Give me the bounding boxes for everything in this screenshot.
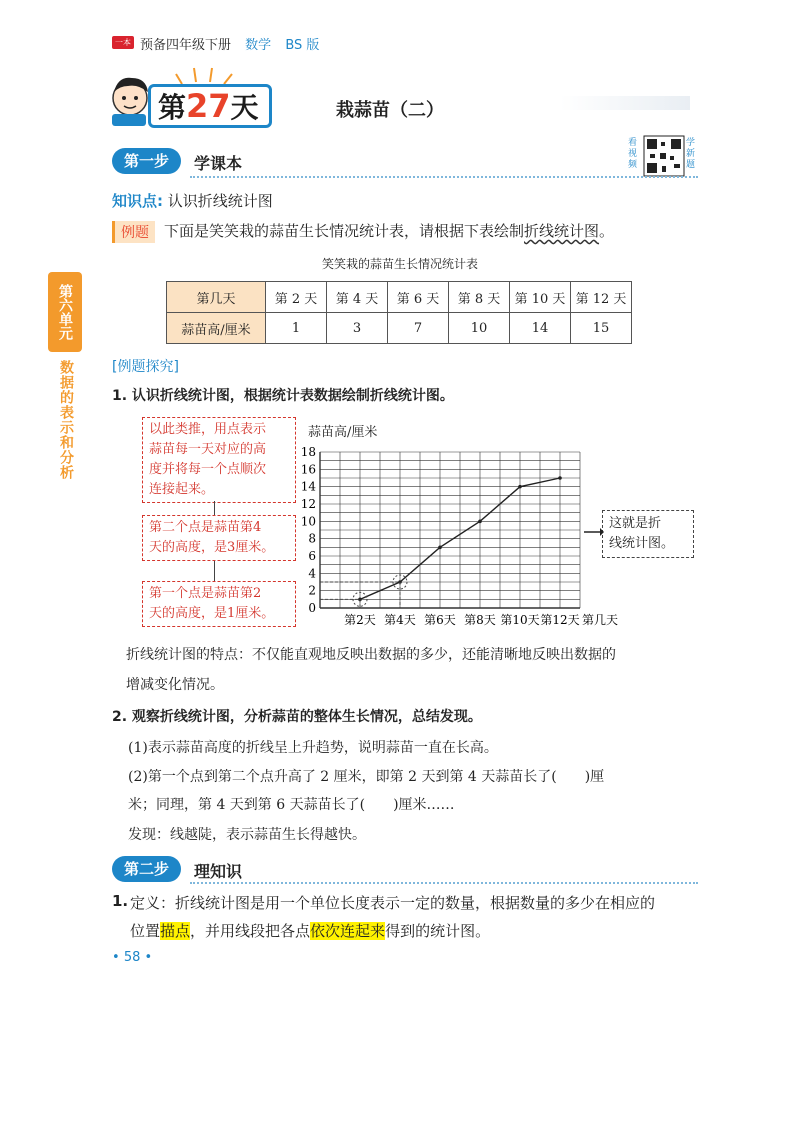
- x-tick-label: 第4天: [384, 613, 416, 627]
- table-cell: 3: [327, 313, 388, 344]
- example-text-end: 。: [599, 222, 615, 240]
- feature-line: 折线统计图的特点：不仅能直观地反映出数据的多少，还能清晰地反映出数据的: [126, 647, 616, 663]
- explore-label: [例题探究]: [112, 359, 179, 375]
- day-number: 27: [186, 87, 231, 125]
- question-2-2b: 米；同理，第 4 天到第 6 天蒜苗长了( )厘米……: [128, 797, 455, 813]
- publisher-logo: 一本: [112, 36, 134, 49]
- table-cell: 第 2 天: [266, 282, 327, 313]
- note-line: 这就是折: [609, 516, 662, 531]
- y-tick-label: 4: [308, 566, 316, 581]
- x-tick-label: 第6天: [424, 613, 456, 627]
- table-cell: 第 6 天: [388, 282, 449, 313]
- knowledge-label: 知识点:: [112, 192, 163, 210]
- note-line: 第一个点是蒜苗第2: [149, 586, 262, 601]
- table-row: [167, 282, 632, 313]
- data-point: [558, 476, 562, 480]
- table-row-header: 蒜苗高/厘米: [167, 313, 266, 344]
- feature-line: 增减变化情况。: [126, 677, 224, 693]
- note-box-top: [142, 417, 296, 503]
- table-title: 笑笑栽的蒜苗生长情况统计表: [321, 257, 478, 271]
- x-tick-label: 第10天: [500, 613, 540, 627]
- data-point: [478, 520, 482, 524]
- x-tick-label: 第2天: [344, 613, 376, 627]
- knowledge-text: 认识折线统计图: [167, 192, 273, 210]
- day-label: [158, 86, 259, 126]
- definition-line-2: [130, 920, 490, 941]
- step2-divider: [190, 882, 698, 884]
- line-chart: [290, 420, 619, 630]
- example-tag: 例题: [112, 221, 155, 243]
- table-cell: 第 10 天: [510, 282, 571, 313]
- note-box-right: [602, 510, 694, 558]
- table-row: [167, 313, 632, 344]
- qr-code-icon[interactable]: [644, 136, 684, 176]
- day-prefix: 第: [158, 91, 187, 124]
- title-decoration: [560, 96, 690, 110]
- data-point: [518, 485, 522, 489]
- x-tick-label: 第几天: [581, 613, 619, 627]
- y-tick-label: 12: [300, 497, 316, 511]
- y-tick-label: 8: [308, 531, 316, 546]
- question-2-1: (1)表示蒜苗高度的折线呈上升趋势，说明蒜苗一直在长高。: [128, 740, 498, 756]
- question-1: 1. 认识折线统计图，根据统计表数据绘制折线统计图。: [112, 388, 454, 404]
- data-point: [438, 546, 442, 550]
- note-box-bot: [142, 581, 296, 627]
- table-cell: 1: [266, 313, 327, 344]
- step1-divider: [190, 176, 698, 178]
- y-tick-label: 2: [308, 583, 316, 598]
- knowledge-point: [112, 190, 273, 211]
- step2-title: 理知识: [194, 862, 243, 881]
- example-text-emphasis: 折线统计图: [524, 222, 600, 240]
- sparkle-lines-icon: [172, 64, 242, 86]
- connector-line: [214, 501, 215, 515]
- def-text: 得到的统计图。: [385, 922, 491, 940]
- step2-pill: 第二步: [112, 856, 181, 882]
- def-text: 位置: [130, 922, 161, 940]
- book-header: [140, 34, 319, 53]
- arrow-right-icon: [584, 526, 604, 538]
- def-text: ，并用线段把各点: [190, 922, 311, 940]
- table-cell: 第 12 天: [571, 282, 632, 313]
- unit-topic: 数据的表示和分析: [58, 360, 74, 480]
- day-suffix: 天: [230, 91, 259, 124]
- note-line: 第二个点是蒜苗第4: [149, 520, 262, 535]
- chart-x-ticks: [344, 613, 618, 627]
- def-highlight: 依次连起来: [310, 922, 386, 940]
- feature-text: [126, 640, 706, 700]
- note-line: 度并将每一个点顺次: [149, 462, 267, 477]
- finding-text: 发现：线越陡，表示蒜苗生长得越快。: [128, 827, 366, 843]
- chart-y-ticks: [301, 445, 317, 615]
- qr-right-label: 学新题: [686, 138, 696, 170]
- definition-number: 1.: [112, 892, 129, 910]
- y-tick-label: 16: [300, 462, 316, 477]
- table-cell: 7: [388, 313, 449, 344]
- y-tick-label: 0: [308, 601, 316, 615]
- chart-grid: [320, 452, 580, 608]
- note-line: 蒜苗每一天对应的高: [149, 442, 267, 457]
- subject-label: 数学: [245, 38, 272, 53]
- unit-tab: 第六单元: [48, 272, 82, 352]
- question-2-2a: (2)第一个点到第二个点升高了 2 厘米，即第 2 天到第 4 天蒜苗长了( )厘: [128, 769, 605, 785]
- table-row-header: 第几天: [167, 282, 266, 313]
- qr-left-label: 看视频: [628, 138, 638, 170]
- example-text: [164, 220, 614, 241]
- table-cell: 14: [510, 313, 571, 344]
- x-tick-label: 第12天: [540, 613, 580, 627]
- page-number-value: 58: [123, 950, 141, 965]
- chart-annotations: [320, 575, 407, 608]
- y-tick-label: 6: [308, 549, 316, 563]
- def-highlight: 描点: [160, 922, 191, 940]
- page-number: • 58 •: [112, 950, 153, 965]
- note-line: 天的高度，是3厘米。: [149, 540, 275, 555]
- note-line: 天的高度，是1厘米。: [149, 606, 275, 621]
- note-line: 线统计图。: [609, 536, 675, 551]
- table-cell: 10: [449, 313, 510, 344]
- note-box-mid: [142, 515, 296, 561]
- example-text-part1: 下面是笑笑栽的蒜苗生长情况统计表，请根据下表绘制: [164, 222, 525, 240]
- step1-pill: 第一步: [112, 148, 181, 174]
- x-tick-label: 第8天: [464, 613, 496, 627]
- series-label: 预备四年级下册: [140, 38, 232, 53]
- definition-line-1: 定义：折线统计图是用一个单位长度表示一定的数量，根据数量的多少在相应的: [130, 894, 656, 912]
- chart-ylabel: 蒜苗高/厘米: [308, 425, 378, 440]
- edition-label: BS 版: [285, 38, 320, 53]
- question-2: 2. 观察折线统计图，分析蒜苗的整体生长情况，总结发现。: [112, 709, 482, 725]
- table-cell: 第 8 天: [449, 282, 510, 313]
- y-tick-label: 10: [300, 514, 316, 529]
- table-cell: 15: [571, 313, 632, 344]
- table-cell: 第 4 天: [327, 282, 388, 313]
- note-line: 连接起来。: [149, 482, 215, 497]
- note-line: 以此类推，用点表示: [149, 422, 267, 437]
- lesson-title: 栽蒜苗（二）: [336, 100, 444, 121]
- growth-table: [166, 281, 632, 344]
- y-tick-label: 18: [300, 445, 316, 459]
- step1-title: 学课本: [194, 154, 243, 173]
- connector-line: [214, 561, 215, 581]
- y-tick-label: 14: [300, 479, 316, 494]
